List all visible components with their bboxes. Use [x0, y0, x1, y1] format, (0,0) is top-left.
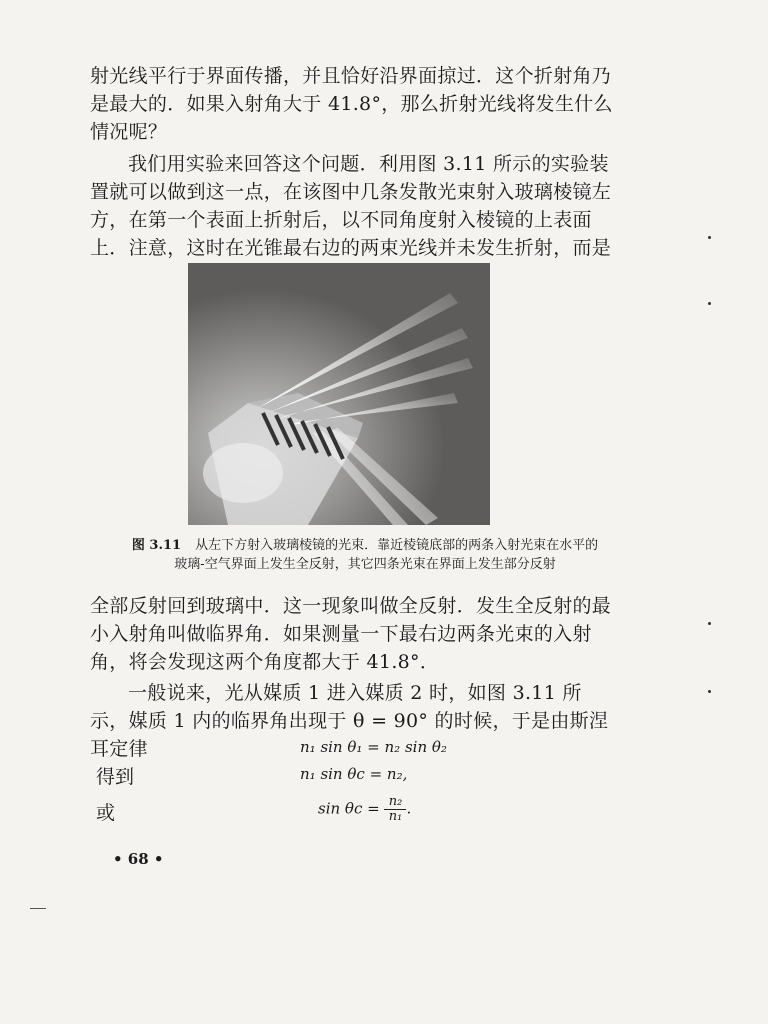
figure-caption: [130, 536, 600, 574]
scan-speck: [708, 690, 711, 693]
formula-end: .: [406, 799, 412, 818]
fraction-denominator: n₁: [388, 809, 403, 824]
prism-light-beams-photo: [188, 263, 490, 525]
label-or: 或: [96, 802, 116, 824]
figure-number: 图 3.11: [131, 538, 182, 553]
critical-angle-formula: [318, 795, 411, 824]
scan-speck: [708, 236, 711, 239]
scan-mark: [30, 908, 46, 909]
label-get: 得到: [96, 766, 135, 788]
page-number: • 68 •: [113, 850, 164, 868]
paragraph-1: 射光线平行于界面传播，并且恰好沿界面掠过．这个折射角乃是最大的．如果入射角大于 41.8°，那么折射光线将发生什么情况呢？: [90, 65, 613, 143]
critical-angle-equation: n₁ sin θc = n₂,: [300, 765, 408, 783]
snell-law-equation: n₁ sin θ₁ = n₂ sin θ₂: [300, 738, 447, 756]
fraction-numerator: n₂: [388, 794, 403, 809]
scan-speck: [708, 302, 711, 305]
figure-caption-text: 从左下方射入玻璃棱镜的光束．靠近棱镜底部的两条入射光束在水平的玻璃-空气界面上发生全反射，其它四条光束在界面上发生部分反射: [174, 538, 599, 572]
formula-left: sin θc =: [318, 799, 380, 818]
prism-photo-figure: [188, 263, 490, 525]
paragraph-4: 一般说来，光从媒质 1 进入媒质 2 时，如图 3.11 所示，媒质 1 内的临界角出现于 θ = 90° 的时候，于是由斯涅耳定律: [90, 682, 609, 760]
fraction: [384, 795, 406, 824]
scan-speck: [708, 622, 711, 625]
paragraph-2: 我们用实验来回答这个问题．利用图 3.11 所示的实验装置就可以做到这一点，在该图中几条发散光束射入玻璃棱镜左方，在第一个表面上折射后，以不同角度射入棱镜的上表面上．注意，这时在光锥最右边的两束光线并未发生折射，而是: [90, 153, 612, 259]
paragraph-3: 全部反射回到玻璃中．这一现象叫做全反射．发生全反射的最小入射角叫做临界角．如果测量一下最右边两条光束的入射角，将会发现这两个角度都大于 41.8°．: [90, 595, 612, 673]
